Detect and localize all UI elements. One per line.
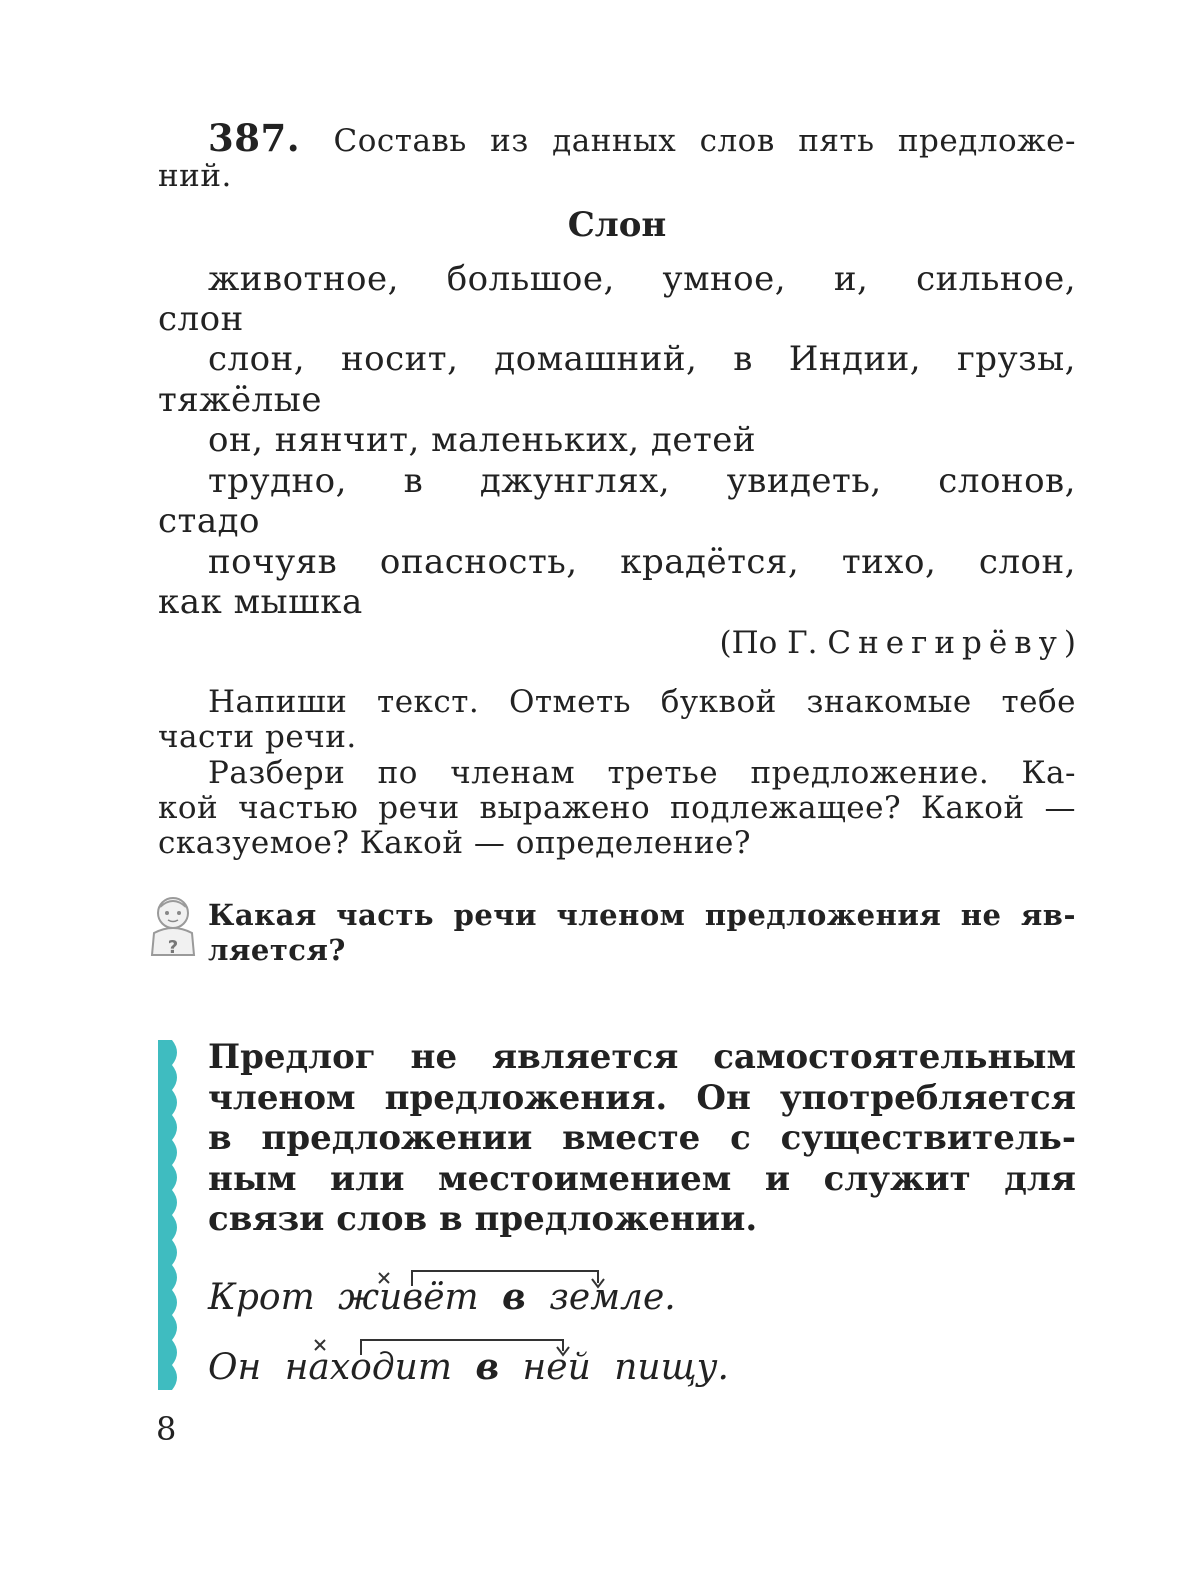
svg-text:?: ?	[167, 937, 179, 958]
task-2-line-2: кой частью речи выражено подлежащее? Какой —	[158, 790, 1076, 826]
example-1-predicate: живёт	[338, 1277, 479, 1318]
word-set-5-line-2: как мышка	[158, 582, 363, 622]
rule-line-1: Предлог не является самостоятельным	[208, 1037, 1076, 1077]
example-sentence-2	[208, 1346, 729, 1388]
word-set-4-line-1: трудно, в джунглях, увидеть, слонов,	[208, 461, 1076, 501]
word-set-2-line-2: тяжёлые	[158, 380, 322, 420]
author-attribution: (По Г. Снегирёву)	[719, 625, 1076, 661]
example-sentence-1	[208, 1276, 676, 1318]
word-set-3-line-1: он, нянчит, маленьких, детей	[208, 420, 757, 460]
word-set-2-line-1: слон, носит, домашний, в Индии, грузы,	[208, 339, 1076, 379]
example-1-noun: земле.	[549, 1277, 676, 1318]
task-1-line-1: Напиши текст. Отметь буквой знакомые тебе	[208, 684, 1076, 720]
example-2-subject: Он	[208, 1347, 262, 1388]
text-title: Слон	[567, 205, 667, 245]
question-line-1: Какая часть речи членом предложения не яв-	[208, 898, 1076, 932]
rule-accent-band	[158, 1040, 182, 1390]
example-1-subject: Крот	[208, 1277, 315, 1318]
task-1-line-2: части речи.	[158, 719, 357, 755]
rule-line-5: связи слов в предложении.	[208, 1199, 758, 1239]
mascot-question-icon	[146, 893, 200, 959]
rule-line-3: в предложении вместе с существитель-	[208, 1118, 1076, 1158]
example-2-noun: ней пищу.	[522, 1347, 729, 1388]
task-2-line-1: Разбери по членам третье предложение. Ка-	[208, 755, 1076, 791]
word-set-1-line-1: животное, большое, умное, и, сильное,	[208, 259, 1076, 299]
word-set-4-line-2: стадо	[158, 501, 261, 541]
exercise-instruction-line-2: ний.	[158, 158, 232, 194]
rule-line-2: членом предложения. Он употребляется	[208, 1078, 1076, 1118]
example-2-predicate: находит	[284, 1347, 452, 1388]
example-1-preposition: в	[502, 1276, 526, 1318]
word-set-1-line-2: слон	[158, 299, 244, 339]
rule-line-4: ным или местоимением и служит для	[208, 1159, 1076, 1199]
word-set-5-line-1: почуяв опасность, крадётся, тихо, слон,	[208, 542, 1076, 582]
question-line-2: ляется?	[208, 933, 346, 967]
example-2-preposition: в	[475, 1346, 500, 1388]
task-2-line-3: сказуемое? Какой — определение?	[158, 825, 751, 861]
exercise-number: 387.	[208, 116, 301, 160]
exercise-instruction-line-1: 387. Составь из данных слов пять предложе-	[208, 116, 1076, 160]
page-number: 8	[156, 1410, 177, 1448]
